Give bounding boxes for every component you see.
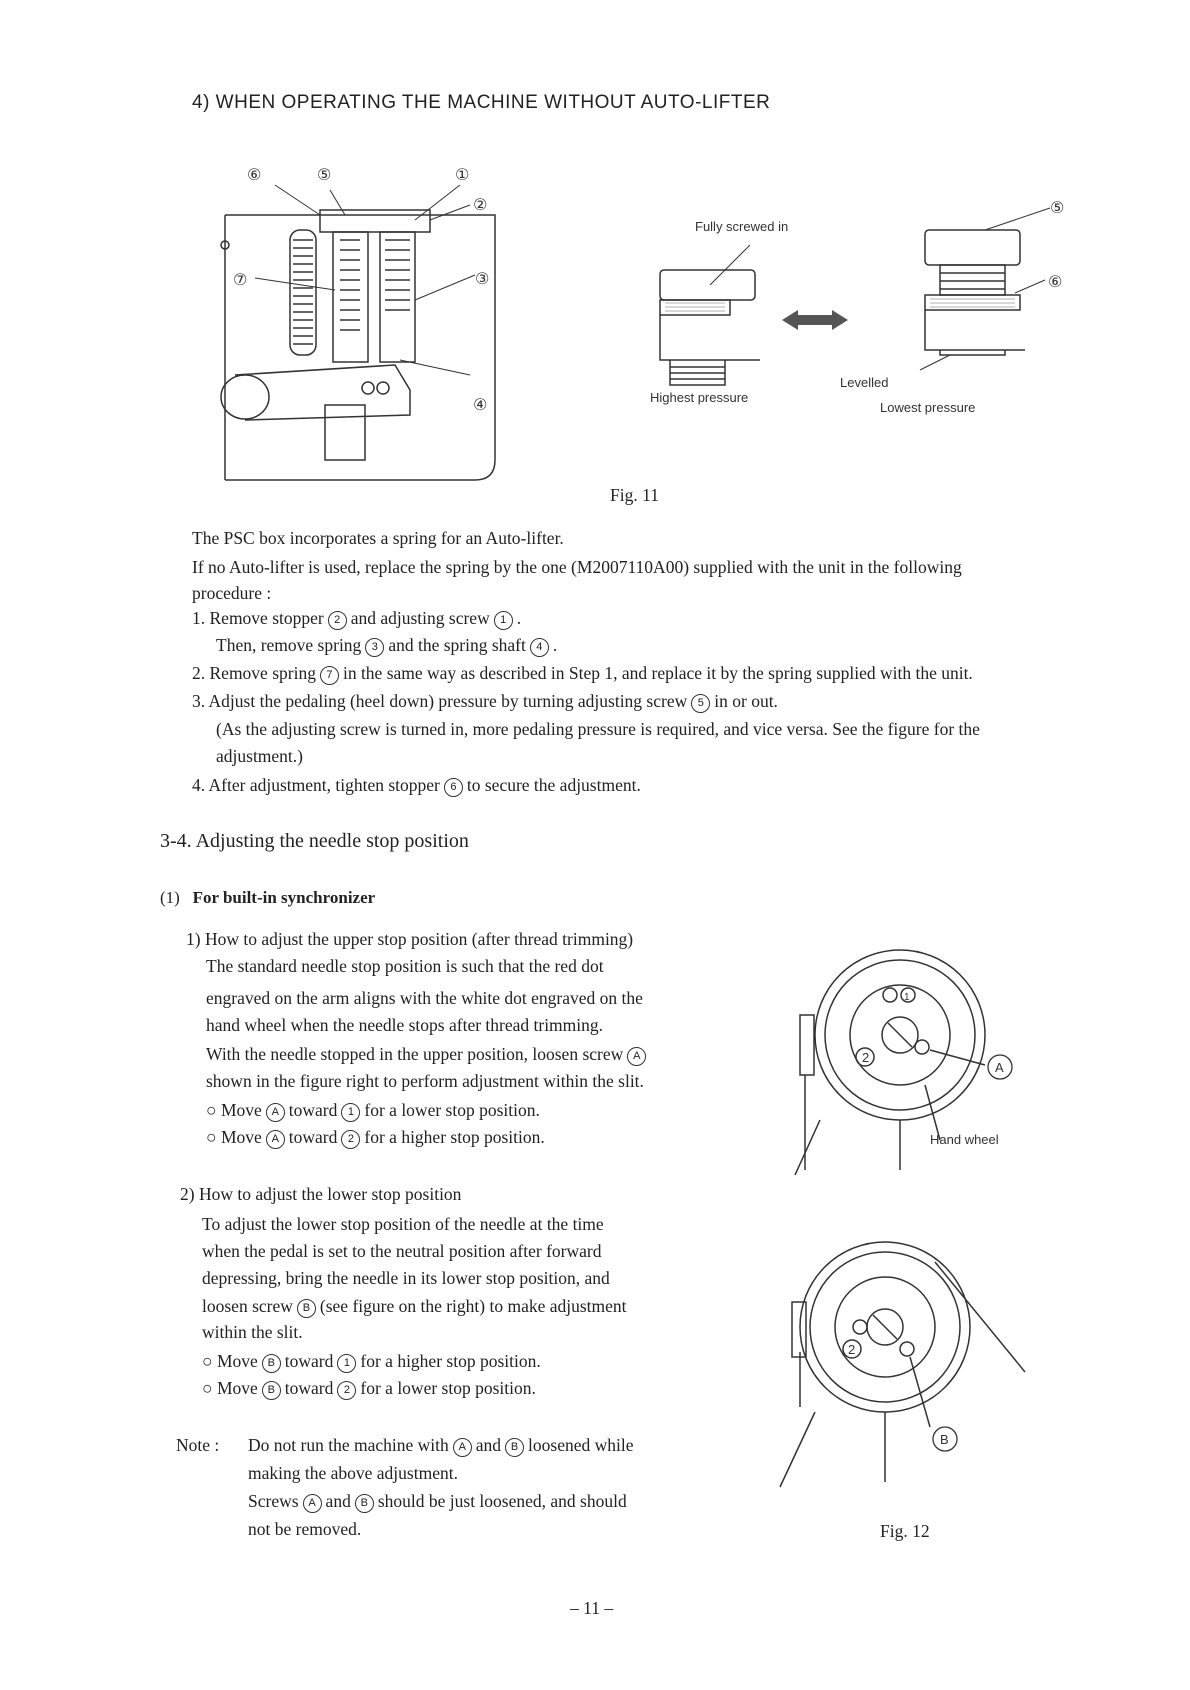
label-fully-screwed-in: Fully screwed in: [695, 219, 789, 234]
note-line-2: making the above adjustment.: [248, 1463, 458, 1483]
step-2: 2. Remove spring 7 in the same way as described in Step 1, and replace it by the spring supplied with the unit.: [192, 663, 973, 683]
hand-wheel-diagram-lower: [770, 1232, 1040, 1502]
note-line-4: not be removed.: [248, 1519, 362, 1539]
callout-6: ⑥: [247, 167, 262, 184]
callout-1: ①: [455, 167, 470, 184]
label-lowest-pressure: Lowest pressure: [880, 400, 976, 415]
note-line-3: Screws A and B should be just loosened, and should: [248, 1491, 627, 1511]
section-heading: 4) WHEN OPERATING THE MACHINE WITHOUT AUTO-LIFTER: [192, 92, 771, 113]
hand-wheel-label: Hand wheel: [930, 1132, 999, 1147]
callout-6-right: ⑥: [1048, 274, 1063, 291]
upper-title: 1) How to adjust the upper stop position (after thread trimming): [186, 929, 634, 949]
step-3: 3. Adjust the pedaling (heel down) pressure by turning adjusting screw 5 in or out.: [192, 691, 778, 711]
upper-line-5: shown in the figure right to perform adjustment within the slit.: [206, 1071, 644, 1091]
step-3-note-2: adjustment.): [216, 746, 303, 766]
screw-a-label: A: [995, 1060, 1004, 1075]
upper-line-2: engraved on the arm aligns with the white dot engraved on the: [206, 988, 643, 1008]
intro-line-1: The PSC box incorporates a spring for an Auto-lifter.: [192, 528, 564, 548]
lower-bullet-1: ○ Move B toward 1 for a higher stop position.: [202, 1351, 541, 1371]
wheel-mark-2: 2: [862, 1050, 870, 1065]
upper-bullet-1: ○ Move A toward 1 for a lower stop position.: [206, 1100, 540, 1120]
psc-box-diagram: [205, 160, 545, 490]
step-4: 4. After adjustment, tighten stopper 6 to secure the adjustment.: [192, 775, 641, 795]
subsection-title: (1) For built-in synchronizer: [160, 888, 376, 907]
pressure-adjustment-diagram: [640, 195, 1100, 455]
intro-line-2: If no Auto-lifter is used, replace the spring by the one (M2007110A00) supplied with the unit in the following: [192, 557, 962, 577]
callout-3: ③: [475, 271, 490, 288]
lower-bullet-2: ○ Move B toward 2 for a lower stop position.: [202, 1378, 536, 1398]
wheel-mark-2-lower: 2: [848, 1342, 856, 1357]
callout-4: ④: [473, 397, 488, 414]
callout-5: ⑤: [317, 167, 332, 184]
lower-line-4: loosen screw B (see figure on the right) to make adjustment: [202, 1296, 627, 1316]
lower-title: 2) How to adjust the lower stop position: [180, 1184, 462, 1204]
callout-5-right: ⑤: [1050, 200, 1065, 217]
lower-line-3: depressing, bring the needle in its lower stop position, and: [202, 1268, 610, 1288]
page-number: – 11 –: [570, 1598, 614, 1618]
note-line-1: Do not run the machine with A and B loosened while: [248, 1435, 634, 1455]
wheel-mark-1: 1: [904, 992, 910, 1003]
note-label: Note :: [176, 1435, 220, 1455]
double-arrow: [782, 310, 848, 330]
callout-2: ②: [473, 197, 488, 214]
fig11-caption: Fig. 11: [610, 485, 659, 505]
callout-7: ⑦: [233, 272, 248, 289]
intro-line-3: procedure :: [192, 583, 272, 603]
screw-b-label: B: [940, 1432, 949, 1447]
step-1b: Then, remove spring 3 and the spring shaft 4 .: [216, 635, 558, 655]
upper-bullet-2: ○ Move A toward 2 for a higher stop position.: [206, 1127, 545, 1147]
upper-line-1: The standard needle stop position is such that the red dot: [206, 956, 604, 976]
label-highest-pressure: Highest pressure: [650, 390, 749, 405]
lower-line-5: within the slit.: [202, 1322, 303, 1342]
section-title: 3-4. Adjusting the needle stop position: [160, 830, 469, 852]
upper-line-4: With the needle stopped in the upper position, loosen screw A: [206, 1041, 650, 1068]
step-1a: 1. Remove stopper 2 and adjusting screw 1 .: [192, 608, 522, 628]
upper-line-3: hand wheel when the needle stops after thread trimming.: [206, 1015, 604, 1035]
hand-wheel-diagram-upper: [790, 940, 1050, 1180]
fig12-caption: Fig. 12: [880, 1521, 930, 1541]
step-3-note-1: (As the adjusting screw is turned in, more pedaling pressure is required, and vice versa. See the figure for the: [216, 719, 980, 739]
label-levelled: Levelled: [840, 375, 889, 390]
lower-line-2: when the pedal is set to the neutral position after forward: [202, 1241, 602, 1261]
lower-line-1: To adjust the lower stop position of the needle at the time: [202, 1214, 604, 1234]
